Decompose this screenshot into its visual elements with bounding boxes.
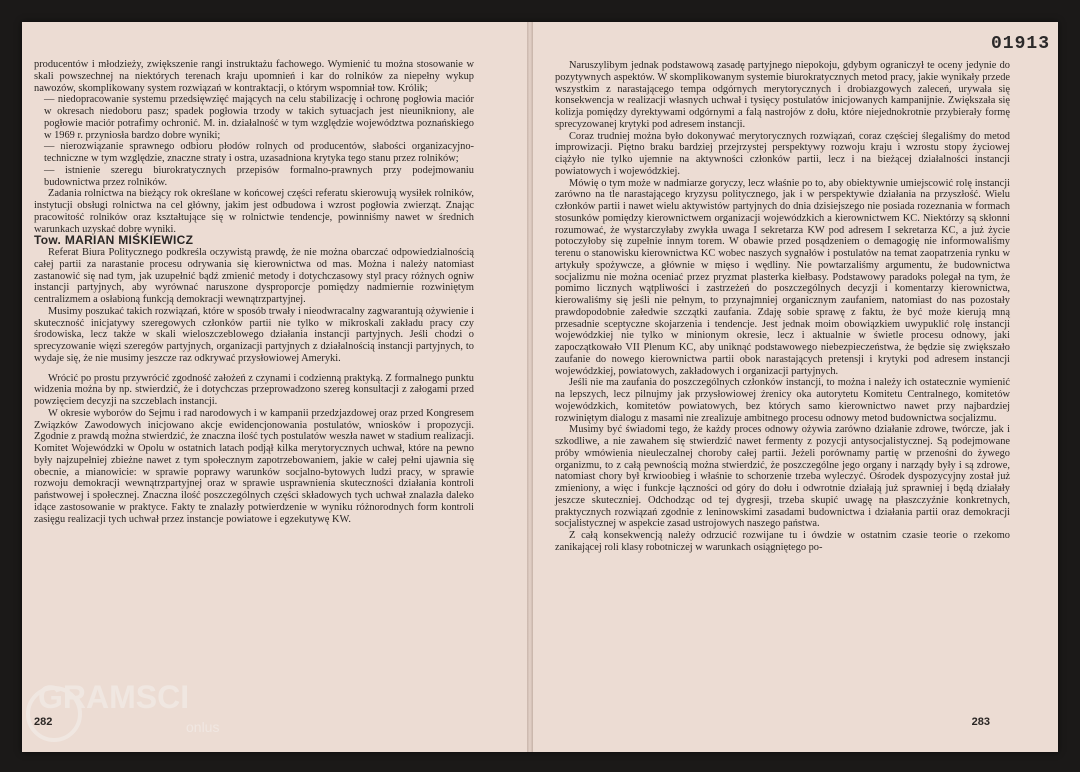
paragraph: Wrócić po prostu przywrócić zgodność założeń z czynami i codzienną praktyką. Z formalnego punktu widzenia można by np. stwierdzić, że i dotychczas przeprowadzono szereg konsultacji z załogami przed powzięciem decyzji na szczeblach instancji. (34, 372, 474, 407)
paragraph: Jeśli nie ma zaufania do poszczególnych członków instancji, to można i należy ich ostatecznie wymienić na lepszych, lecz pilnujmy jak przysłowiowej źrenicy oka autorytetu Komitetu Centralnego, komitetów wojewódzkich, komitetów powiatowych, bez których samo kierownictwo nawet przy najbardziej rozwiniętym dialogu z masami nie zrealizuje ambitnego procesu odnowy metod budownictwa socjalizmu. (555, 377, 1010, 424)
speaker-heading: Tow. MARIAN MIŚKIEWICZ (34, 233, 194, 248)
paragraph: Coraz trudniej można było dokonywać merytorycznych rozwiązań, coraz częściej ślegaliśmy do metod improwizacji. Piętno braku bardziej przejrzystej perspektywy rozwoju kraju i wzrostu stopy życiowej ciążyło nie tylko ujemnie na aktywności członków partii, lecz i na bieżącej działalności instancji powiatowych i wojewódzkiej. (555, 130, 1010, 177)
gramsci-watermark-logo (8, 674, 278, 754)
bullet-paragraph: — niedopracowanie systemu przedsięwzięć mających na celu stabilizację i ochronę pogłowia maciór w okresach niedoboru pasz; spadek pogłowia trzody w takich sytuacjach jest nieunikniony, ale pogłowie maciór potrafimy ochronić. M. in. działalność w tym względzie województwa poznańskiego w 1969 r. przyniosła bardzo dobre wyniki; (44, 94, 474, 141)
left-page (22, 22, 527, 752)
watermark-subtext: onlus (186, 719, 220, 735)
paragraph: Z całą konsekwencją należy odrzucić rozwijane tu i ówdzie w ostatnim czasie teorie o rzekomo zanikającej roli klasy robotniczej w warunkach osiągniętego po- (555, 530, 1010, 553)
paragraph: Mówię o tym może w nadmiarze goryczy, lecz właśnie po to, aby obiektywnie umiejscowić rolę instancji zarówno na tle narastającego kryzysu politycznego, jak i w perspektywie działania na przyszłość. Wielu członków partii i nawet wielu aktywistów partyjnych do dnia dzisiejszego nie posiada rozeznania w formach stosunków pomiędzy kierownictwem organizacji wojewódzkich a kierownictwem KC. Niektórzy są skłonni rozumować, że wystarczyłaby zwykła uwaga I sekretarza KW pod adresem I sekretarza KC, a już życie potoczyłoby się zupełnie innym torem. W obawie przed posądzeniem o demagogię nie informowaliśmy terenu o stanowisku kierownictwa KC wobec naszych sygnałów i postulatów na temat zaopatrzenia rynku w artykuły spożywcze, a głównie w mięso i wędliny. Nie powtarzaliśmy argumentu, że budownictwa socjalizmu nie można oceniać przez pryzmat plasterka kiełbasy. Podstawowy paradoks polegał na tym, że pomimo licznych wątpliwości i zastrzeżeń do poszczególnych decyzji i komentarzy kierownictwa, kierowaliśmy się jeśli nie pełnym, to przynajmniej organicznym zaufaniem, natomiast do nas pozostały prawdopodobnie załedwie szczątki zaufania. Zdaję sobie sprawę z faktu, że być może kierują mną przesadnie sceptyczne skojarzenia i tendencje. Jest jednak moim obowiązkiem uwypuklić rolę instancji wojewódzkiej nie tylko w minionym okresie, lecz i aktualnie w świetle procesu odnowy, jaki zapoczątkowało VII Plenum KC, aby uniknąć podstawowego niebezpieczeństwa, że będzie się zwiększało zaufanie do nowego kierownictwa partii obok narastających pretensji i krytyki pod adresem instancji wojewódzkiej, powiatowych, zakładowych i organizacji partyjnych. (555, 177, 1010, 377)
paragraph: Musimy poszukać takich rozwiązań, które w sposób trwały i nieodwracalny zagwarantują ożywienie i skuteczność inicjatywy szeregowych członków partii nie tylko w mikroskali zakładu pracy czy środowiska, lecz także w skali wieloszczeblowego działania instancji partyjnych. Jeśli chodzi o sprecyzowanie więzi szeregów partyjnych, organizacji partyjnych z działalnością instancji partyjnych, to wydaje się, że nie musimy jeszcze raz odkrywać przysłowiowej Ameryki. (34, 305, 474, 364)
page-number-right: 283 (971, 716, 990, 728)
left-page-text (34, 59, 474, 525)
paragraph: producentów i młodzieży, zwiększenie rangi instruktażu fachowego. Wymienić tu można stosowanie w skali powszechnej na niektórych terenach kraju upomnień i kar do rolników za niepełny wykup nawozów, skomplikowany system rozwiązań w kontraktacji, o którym wspomniał tow. Królik; (34, 59, 474, 94)
paragraph: Referat Biura Politycznego podkreśla oczywistą prawdę, że nie można obarczać odpowiedzialnością całej partii za narastanie procesu odrywania się kierownictwa od mas. Można i należy natomiast zastanowić się nad tym, jak uzupełnić bądź zmienić metody i dotychczasowy styl pracy różnych ogniw instancji partyjnych, aby wyrównać naruszone dysproporcje pomiędzy nadmiernie rozwiniętym centralizmem a osłabioną funkcją demokracji wewnątrzpartyjnej. (34, 247, 474, 305)
paragraph: W okresie wyborów do Sejmu i rad narodowych i w kampanii przedzjazdowej oraz przed Kongresem Związków Zawodowych inicjowano akcje ewidencjonowania postulatów, wniosków i propozycji. Zgodnie z prawdą można stwierdzić, że znaczna ilość tych postulatów weszła nawet w stadium realizacji. Komitet Wojewódzki w Opolu w ostatnich latach podjął kilka merytorycznych uchwał, które na pewno były najzupełniej zbieżne nawet z tym społecznym zapotrzebowaniem, jakie w całej pełni ujawnia się obecnie, a mianowicie: w sprawie poprawy warunków socjalno-bytowych ludzi pracy, w sprawie rozwoju demokracji wewnątrzpartyjnej oraz w sprawie usprawnienia skuteczności działania kontroli państwowej i społecznej. Znaczna ilość poszczególnych części składowych tych uchwał znalazła daleko idące zastosowanie w praktyce. Fakty te znalazły potwierdzenie w wyniku różnorodnych form kontroli zasięgu realizacji tych uchwał przez instancje powiatowe i egzekutywę KW. (34, 407, 474, 525)
bullet-paragraph: — nierozwiązanie sprawnego odbioru płodów rolnych od producentów, słabości organizacyjno-techniczne w tym względzie, znaczne straty i ostra, uzasadniona krytyka tego stanu przez rolników; (44, 141, 474, 164)
watermark-text: GRAMSCI (38, 679, 190, 715)
page-number-left: 282 (34, 716, 53, 728)
paragraph: Naruszylibym jednak podstawową zasadę partyjnego niepokoju, gdybym ograniczył te oceny jedynie do pozytywnych aspektów. W skomplikowanym systemie biurokratycznych metod pracy, jakie wynikały przede wszystkim z narastającego tempa odgórnych merytorycznych i drobiazgowych zaleceń, urywała się konsekwencja w realizacji własnych uchwał i tysięcy postulatów inicjowanych kampanijnie. Zwiększała się kolizja pomiędzy dyrektywami odgórnymi a falą nastrojów z dołu, które niejednokrotnie przybierały formę sprecyzowanej krytyki pod adresem instancji. (555, 60, 1010, 130)
book-spread (22, 22, 1058, 752)
paragraph: Zadania rolnictwa na bieżący rok określane w końcowej części referatu skierowują wysiłek rolników, instytucji obsługi rolnictwa na cel główny, jakim jest odbudowa i wzrost pogłowia zwierząt. Znając pracowitość rolników oraz kształtujące się w rolnictwie tendencje, powinniśmy nawet w średnich warunkach uzyskać dobre wyniki. (34, 188, 474, 235)
bullet-paragraph: — istnienie szeregu biurokratycznych przepisów formalno-prawnych przy podejmowaniu budownictwa przez rolników. (44, 164, 474, 188)
right-page-text (555, 60, 1010, 554)
right-page (533, 22, 1058, 752)
archive-stamp-number: 01913 (990, 34, 1050, 54)
paragraph: Musimy być świadomi tego, że każdy proces odnowy ożywia zarówno działanie zdrowe, twórcze, jak i szkodliwe, a nie zawahem się stwierdzić nawet fermenty z pozycji antysocjalistycznej. Są podejmowane próby wmówienia nieuleczalnej choroby całej partii. Jeżeli porównamy partię w przenośni do żywego organizmu, to z całą pewnością można stwierdzić, że poszczególne jego organy i narządy były i są zdrowe, natomiast chory był krwioobieg i właśnie to schorzenie trzeba wyleczyć. Ośrodek dyspozycyjny został już zmieniony, a więc i funkcje łączności od góry do dołu i odwrotnie działają już sprawniej i będą działały jeszcze skuteczniej. Odchodząc od tej dygresji, trzeba skupić uwagę na płaszczyźnie konkretnych, praktycznych rozwiązań zgodnie z leninowskimi zasadami budownictwa i działania partii oraz demokracji socjalistycznej w aspekcie zasad ustrojowych naszego państwa. (555, 424, 1010, 530)
